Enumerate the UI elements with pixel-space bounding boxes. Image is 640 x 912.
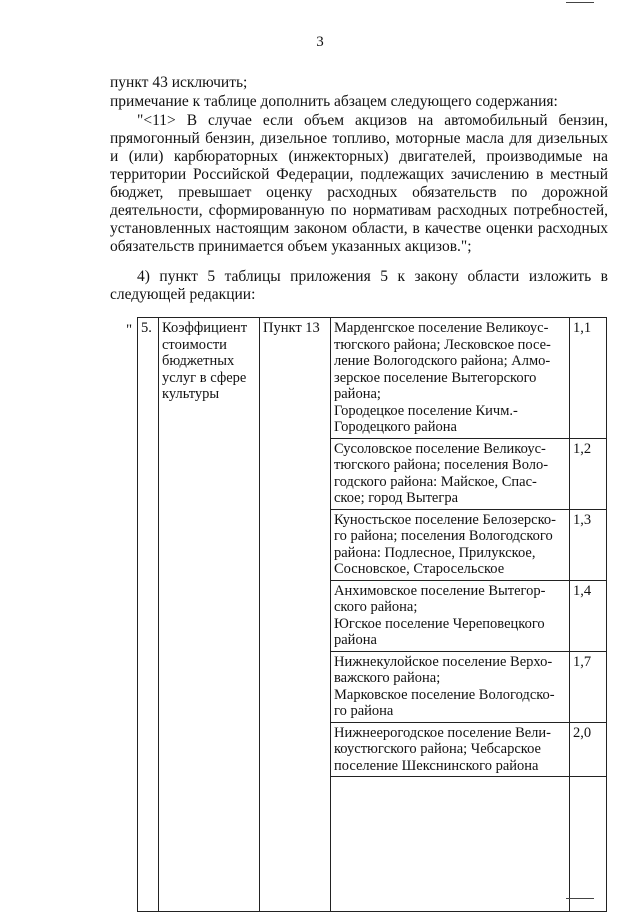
paragraph-note-intro: примечание к таблице дополнить абзацем следующего содержания: xyxy=(110,93,558,110)
coefficient-line: услуг в сфере xyxy=(162,369,247,386)
scan-mark xyxy=(566,898,594,899)
settlement-line: го района xyxy=(334,703,394,719)
settlement-line: коустюгского района; Чебсарское xyxy=(334,741,541,757)
settlement-line: Городецкого района xyxy=(334,419,457,435)
coefficient-value: 1,2 xyxy=(570,438,607,509)
coefficient-value: 1,4 xyxy=(570,580,607,651)
settlement-line: района: Подлесное, Прилукское, xyxy=(334,544,536,561)
settlement-line: тюгского района; Лесковское посе- xyxy=(334,336,551,353)
coefficient-value: 1,1 xyxy=(570,318,607,439)
coefficient-line: культуры xyxy=(162,386,220,402)
empty-cell xyxy=(331,777,570,912)
coefficient-line: стоимости xyxy=(162,336,227,353)
settlements-cell xyxy=(331,722,570,777)
paragraph-point-43: пункт 43 исключить; xyxy=(110,74,248,91)
settlements-cell xyxy=(331,438,570,509)
table-row xyxy=(138,318,607,439)
settlements-cell xyxy=(331,509,570,580)
coefficient-cell xyxy=(159,318,260,912)
settlement-line: поселение Шекснинского района xyxy=(334,757,539,774)
settlement-line: Нижнеерогодское поселение Вели- xyxy=(334,724,552,741)
page-number: 3 xyxy=(316,34,324,50)
settlement-line: Анхимовское поселение Вытегор- xyxy=(334,582,546,599)
settlement-line: Сосновское, Старосельское xyxy=(334,561,505,577)
table-open-quote: " xyxy=(126,322,133,338)
coefficient-line: Коэффициент xyxy=(162,320,248,336)
paragraph-note-11: "<11> В случае если объем акцизов на автомобильный бензин, прямогонный бензин, дизельное топливо, моторные масла для дизельных и (или) карбюраторных (инжекторных) двигателей, производимые на территории Российской Федерации, подлежащих зачислению в местный бюджет, превышает оценку расходных обязательств по дорожной деятельности, сформированную по нормативам расходных потребностей, установленных настоящим законом области, в качестве оценки расходных обязательств принимается объем указанных акцизов."; xyxy=(110,112,608,255)
coefficient-line: бюджетных xyxy=(162,353,235,369)
settlement-line: ского района; xyxy=(334,599,418,615)
settlement-line: тюгского района; поселения Воло- xyxy=(334,457,549,473)
settlement-line: Сусоловское поселение Великоус- xyxy=(334,440,546,457)
coefficient-value: 1,7 xyxy=(570,651,607,722)
settlement-line: Куностьское поселение Белозерско- xyxy=(334,511,556,528)
row-number-cell: 5. xyxy=(138,318,159,912)
paragraph-point-4: 4) пункт 5 таблицы приложения 5 к закону области изложить в следующей редакции: xyxy=(110,268,608,303)
settlements-cell xyxy=(331,580,570,651)
settlement-line: го района; поселения Вологодского xyxy=(334,528,553,544)
settlement-line: важского района; xyxy=(334,670,441,686)
settlement-line: годского района: Майское, Спас- xyxy=(334,473,537,490)
settlement-line: ское; город Вытегра xyxy=(334,490,459,506)
settlement-line: Югское поселение Череповецкого xyxy=(334,615,545,632)
settlement-line: района; xyxy=(334,386,381,402)
settlements-cell xyxy=(331,318,570,439)
settlement-line: Городецкое поселение Кичм.- xyxy=(334,402,518,419)
settlement-line: зерское поселение Вытегорского xyxy=(334,369,537,386)
amendment-table xyxy=(137,317,607,912)
empty-cell xyxy=(570,777,607,912)
scan-mark xyxy=(566,2,594,3)
settlement-line: Марденгское поселение Великоус- xyxy=(334,320,549,336)
coefficient-value: 2,0 xyxy=(570,722,607,777)
settlements-cell xyxy=(331,651,570,722)
settlement-line: ление Вологодского района; Алмо- xyxy=(334,353,551,369)
settlement-line: Марковское поселение Вологодско- xyxy=(334,686,555,703)
settlement-line: района xyxy=(334,632,377,648)
reference-cell: Пункт 13 xyxy=(260,318,331,912)
coefficient-value: 1,3 xyxy=(570,509,607,580)
settlement-line: Нижнекулойское поселение Верхо- xyxy=(334,653,553,670)
